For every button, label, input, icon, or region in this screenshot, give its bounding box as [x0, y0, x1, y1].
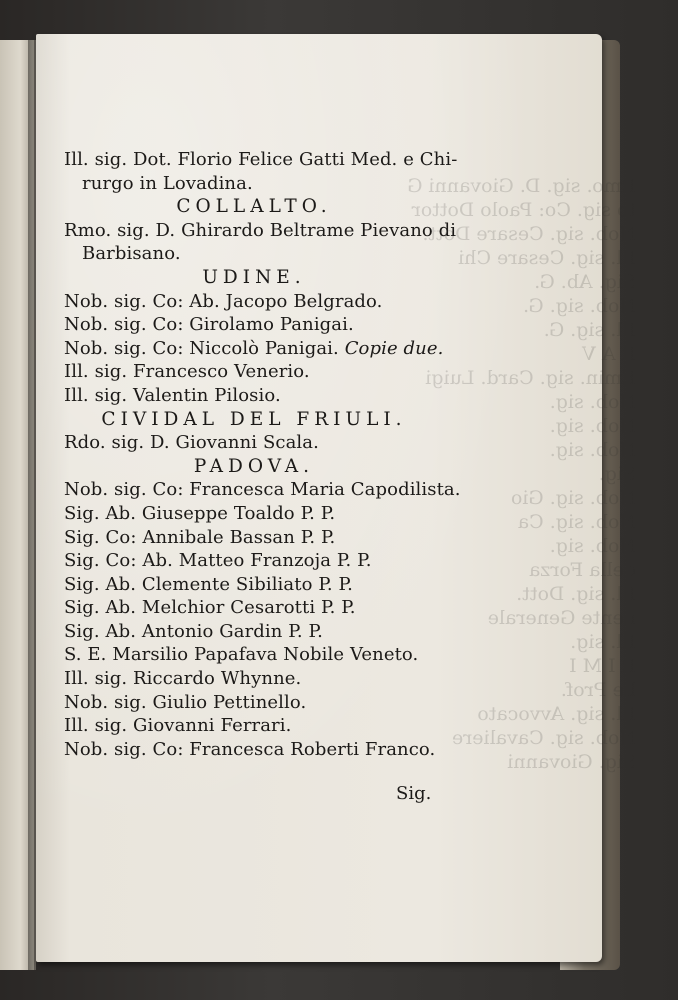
bleed-line: nente Generale [487, 607, 636, 629]
bleed-line: Sig. Giovanni [507, 751, 636, 773]
bleed-line: Nob. sig. [549, 439, 636, 461]
list-entry: Ill. sig. Riccardo Whynne. [64, 668, 302, 690]
bleed-line: Emin. sig. Card. Luigi [425, 367, 636, 389]
bleed-line: Ill. sig. Avvocato [477, 703, 636, 725]
bleed-line: Nob. sig. Ca [517, 511, 636, 533]
list-entry: Ill. sig. Giovanni Ferrari. [64, 715, 292, 737]
bleed-line: Ill. sig. [570, 631, 636, 653]
city-heading-collalto: COLLALTO. [176, 196, 332, 218]
list-entry: Nob. sig. Co: Francesca Maria Capodilista. [64, 479, 461, 501]
bleed-line: R I M I [569, 655, 636, 677]
list-entry: Sig. Co: Annibale Bassan P. P. [64, 526, 336, 548]
list-entry: Nob. sig. Giulio Pettinello. [64, 691, 307, 713]
list-entry: Nob. sig. Co: Girolamo Panigai. [64, 314, 354, 336]
list-entry: Ill. sig. Valentin Pilosio. [64, 384, 281, 406]
city-heading-cividal: CIVIDAL DEL FRIULI. [101, 408, 407, 430]
list-entry: Ill. sig. Dot. Florio Felice Gatti Med. e Chi- [64, 149, 458, 170]
list-entry-continuation: rurgo in Lovadina. [82, 172, 253, 194]
bleed-line: Nob. sig. G. [523, 295, 636, 317]
list-entry-continuation: Barbisano. [82, 243, 181, 265]
list-entry: Sig. Ab. Melchior Cesarotti P. P. [64, 597, 356, 619]
bleed-line: Nob. sig. [549, 415, 636, 437]
bleed-line: Nob. sig. [549, 535, 636, 557]
bleed-line: Ill. sig. G. [543, 319, 636, 341]
bleed-line: be Prof. [560, 679, 636, 701]
bleed-line: Ill. sig. Cesare Chi [458, 247, 636, 269]
bleed-line: della Forza [529, 559, 636, 581]
bleed-line: R A V [582, 343, 636, 365]
city-heading-padova: PADOVA. [193, 455, 315, 477]
list-entry: Ill. sig. Francesco Venerio. [64, 361, 310, 383]
bleed-line: Nob. sig. Cavaliere [451, 727, 636, 749]
list-entry-name: Nob. sig. Co: Niccolò Panigai. [64, 337, 339, 359]
bleed-line: Rmo. sig. D. Giovanni G [407, 175, 636, 197]
list-entry: Sig. Co: Ab. Matteo Franzoja P. P. [64, 550, 372, 572]
subscriber-list [64, 148, 461, 761]
city-heading-udine: UDINE. [202, 266, 306, 288]
list-entry: Sig. Ab. Giuseppe Toaldo P. P. [64, 502, 336, 524]
list-entry: Nob. sig. Co: Francesca Roberti Franco. [64, 738, 436, 760]
list-entry: Nob. sig. Co: Ab. Jacopo Belgrado. [64, 290, 383, 312]
bleed-line: Nob. sig. Gio [510, 487, 636, 509]
list-entry: Rmo. sig. D. Ghirardo Beltrame Pievano di [64, 219, 457, 241]
bleed-line: Sig. [598, 463, 636, 485]
list-entry: Rdo. sig. D. Giovanni Scala. [64, 432, 319, 454]
list-entry [64, 337, 444, 361]
catchword: Sig. [396, 783, 432, 804]
list-entry: S. E. Marsilio Papafava Nobile Veneto. [64, 644, 419, 666]
list-entry: Sig. Ab. Antonio Gardin P. P. [64, 620, 323, 642]
list-entry: Sig. Ab. Clemente Sibiliato P. P. [64, 573, 353, 595]
bleed-line: to sig. Co: Paolo Dottor [411, 199, 636, 221]
bleed-line: Sig. Ab. G. [534, 271, 636, 293]
bleed-line: Ill. sig. Dott. [516, 583, 636, 605]
bleed-line: Nob. sig. Cesare Dott. [422, 223, 636, 245]
bleed-line: Nob. sig. [549, 391, 636, 413]
copies-note: Copie due. [344, 337, 444, 359]
